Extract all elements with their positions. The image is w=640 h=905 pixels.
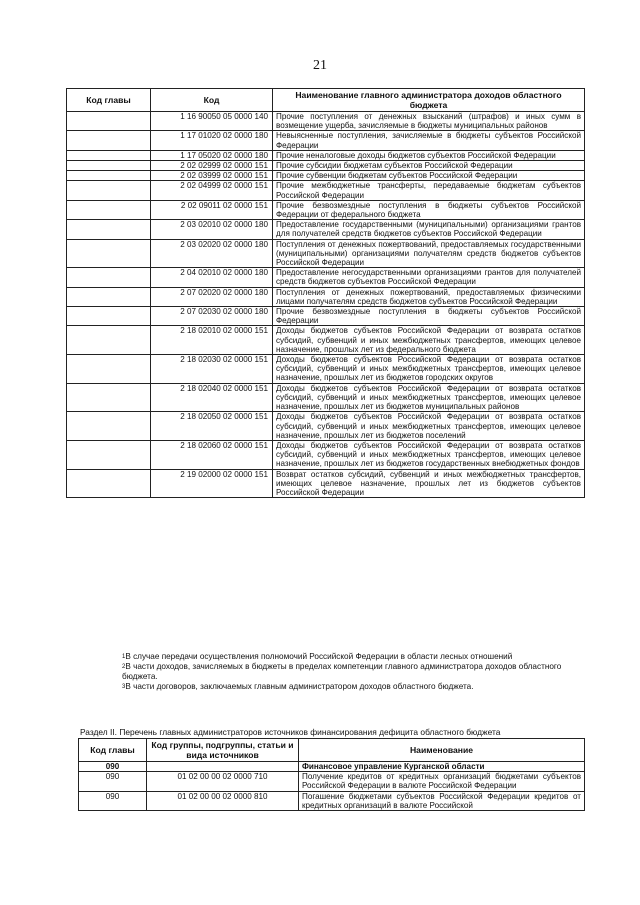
table-row [67, 181, 585, 200]
table-row [67, 383, 585, 412]
group-code-cell: 01 02 00 00 02 0000 710 [147, 772, 299, 791]
chapter-code-cell [67, 161, 151, 171]
chapter-code-cell [67, 112, 151, 131]
code-cell: 2 02 09011 02 0000 151 [151, 200, 273, 219]
code-cell: 2 07 02030 02 0000 180 [151, 307, 273, 326]
table-row [79, 772, 585, 791]
chapter-code-cell [67, 326, 151, 355]
table-row [67, 268, 585, 287]
chapter-code-cell: 090 [79, 772, 147, 791]
administrator-name-cell: Доходы бюджетов субъектов Российской Федерации от возврата остатков субсидий, субвенций и иных межбюджетных трансфертов, имеющих целевое назначение, прошлых лет из бюджетов поселений [273, 412, 585, 441]
administrator-name-cell: Доходы бюджетов субъектов Российской Федерации от возврата остатков субсидий, субвенций и иных межбюджетных трансфертов, имеющих целевое назначение, прошлых лет из бюджетов городских округов [273, 355, 585, 384]
header-administrator-name: Наименование главного администратора доходов областного бюджета [273, 89, 585, 112]
header-code: Код [151, 89, 273, 112]
header-group-code: Код группы, подгруппы, статьи и вида источников [147, 739, 299, 762]
administrator-name-cell: Невыясненные поступления, зачисляемые в бюджеты субъектов Российской Федерации [273, 131, 585, 150]
table-header-row [67, 89, 585, 112]
code-cell: 1 17 05020 02 0000 180 [151, 150, 273, 160]
table-row [67, 161, 585, 171]
code-cell: 2 19 02000 02 0000 151 [151, 469, 273, 498]
table-row [67, 326, 585, 355]
code-cell: 2 18 02010 02 0000 151 [151, 326, 273, 355]
table-row [67, 239, 585, 268]
administrator-name-cell: Доходы бюджетов субъектов Российской Федерации от возврата остатков субсидий, субвенций и иных межбюджетных трансфертов, имеющих целевое назначение, прошлых лет из федерального бюджета [273, 326, 585, 355]
code-cell: 2 18 02040 02 0000 151 [151, 383, 273, 412]
group-code-cell: 01 02 00 00 02 0000 810 [147, 791, 299, 810]
chapter-code-cell [67, 239, 151, 268]
administrator-name-cell: Прочие поступления от денежных взысканий (штрафов) и иных сумм в возмещение ущерба, зачисляемые в бюджеты муниципальных районов [273, 112, 585, 131]
chapter-code-cell [67, 287, 151, 306]
group-code-cell [147, 762, 299, 772]
revenue-administrators-table [66, 88, 585, 498]
chapter-code-cell [67, 220, 151, 239]
table-row [67, 440, 585, 469]
table-row [79, 762, 585, 772]
administrator-name-cell: Доходы бюджетов субъектов Российской Федерации от возврата остатков субсидий, субвенций и иных межбюджетных трансфертов, имеющих целевое назначение, прошлых лет из бюджетов муниципальных районов [273, 383, 585, 412]
administrator-name-cell: Прочие неналоговые доходы бюджетов субъектов Российской Федерации [273, 150, 585, 160]
chapter-code-cell: 090 [79, 762, 147, 772]
chapter-code-cell [67, 355, 151, 384]
administrator-name-cell: Прочие безвозмездные поступления в бюджеты субъектов Российской Федерации [273, 307, 585, 326]
footnote: $^2$В части доходов, зачисляемых в бюджеты в пределах компетенции главного администратора доходов областного бюджета. [122, 662, 562, 681]
administrator-name-cell: Поступления от денежных пожертвований, предоставляемых государственными (муниципальными) организациями получателям средств бюджетов субъектов Российской Федерации [273, 239, 585, 268]
chapter-code-cell [67, 383, 151, 412]
page-number: 21 [313, 58, 327, 73]
table-row [67, 112, 585, 131]
code-cell: 2 18 02030 02 0000 151 [151, 355, 273, 384]
table-row [67, 287, 585, 306]
administrator-name-cell: Предоставление негосударственными организациями грантов для получателей средств бюджетов субъектов Российской Федерации [273, 268, 585, 287]
footnote: $^3$В части договоров, заключаемых главным администратором доходов областного бюджета. [122, 682, 474, 691]
table-row [67, 150, 585, 160]
code-cell: 2 02 04999 02 0000 151 [151, 181, 273, 200]
chapter-code-cell [67, 469, 151, 498]
table-header-row [79, 739, 585, 762]
code-cell: 2 04 02010 02 0000 180 [151, 268, 273, 287]
administrator-name-cell: Предоставление государственными (муниципальными) организациями грантов для получателей средств бюджетов субъектов Российской Федерации [273, 220, 585, 239]
chapter-code-cell [67, 412, 151, 441]
code-cell: 2 18 02050 02 0000 151 [151, 412, 273, 441]
chapter-code-cell [67, 268, 151, 287]
code-cell: 2 02 02999 02 0000 151 [151, 161, 273, 171]
footnote: $^1$В случае передачи осуществления полномочий Российской Федерации в области лесных отношений [122, 652, 513, 661]
code-cell: 2 03 02010 02 0000 180 [151, 220, 273, 239]
header-chapter-code: Код главы [67, 89, 151, 112]
name-cell: Получение кредитов от кредитных организаций бюджетами субъектов Российской Федерации в валюте Российской Федерации [299, 772, 585, 791]
administrator-name-cell: Прочие субвенции бюджетам субъектов Российской Федерации [273, 171, 585, 181]
administrator-name-cell: Прочие межбюджетные трансферты, передаваемые бюджетам субъектов Российской Федерации [273, 181, 585, 200]
header-chapter-code: Код главы [79, 739, 147, 762]
code-cell: 2 02 03999 02 0000 151 [151, 171, 273, 181]
table-row [67, 307, 585, 326]
chapter-code-cell [67, 307, 151, 326]
table-row [67, 131, 585, 150]
chapter-code-cell [67, 171, 151, 181]
table-row [67, 220, 585, 239]
name-cell: Финансовое управление Курганской области [299, 762, 585, 772]
administrator-name-cell: Доходы бюджетов субъектов Российской Федерации от возврата остатков субсидий, субвенций и иных межбюджетных трансфертов, имеющих целевое назначение, прошлых лет из бюджетов государственных внебюджетных фондов [273, 440, 585, 469]
table-row [67, 412, 585, 441]
code-cell: 1 16 90050 05 0000 140 [151, 112, 273, 131]
deficit-sources-table [78, 738, 585, 811]
chapter-code-cell [67, 440, 151, 469]
chapter-code-cell [67, 150, 151, 160]
name-cell: Погашение бюджетами субъектов Российской Федерации кредитов от кредитных организаций в валюте Российской [299, 791, 585, 810]
table-row [67, 171, 585, 181]
administrator-name-cell: Прочие безвозмездные поступления в бюджеты субъектов Российской Федерации от федерального бюджета [273, 200, 585, 219]
chapter-code-cell [67, 131, 151, 150]
administrator-name-cell: Прочие субсидии бюджетам субъектов Российской Федерации [273, 161, 585, 171]
table-row [67, 200, 585, 219]
administrator-name-cell: Поступления от денежных пожертвований, предоставляемых физическими лицами получателям средств бюджетов субъектов Российской Федерации [273, 287, 585, 306]
administrator-name-cell: Возврат остатков субсидий, субвенций и иных межбюджетных трансфертов, имеющих целевое назначение, прошлых лет из бюджетов субъектов Российской Федерации [273, 469, 585, 498]
chapter-code-cell [67, 181, 151, 200]
table-row [79, 791, 585, 810]
chapter-code-cell [67, 200, 151, 219]
section-title: Раздел II. Перечень главных администраторов источников финансирования дефицита областного бюджета [80, 727, 501, 737]
table-row [67, 355, 585, 384]
code-cell: 1 17 01020 02 0000 180 [151, 131, 273, 150]
code-cell: 2 18 02060 02 0000 151 [151, 440, 273, 469]
code-cell: 2 07 02020 02 0000 180 [151, 287, 273, 306]
code-cell: 2 03 02020 02 0000 180 [151, 239, 273, 268]
chapter-code-cell: 090 [79, 791, 147, 810]
table-row [67, 469, 585, 498]
footnotes [122, 652, 584, 692]
header-name: Наименование [299, 739, 585, 762]
